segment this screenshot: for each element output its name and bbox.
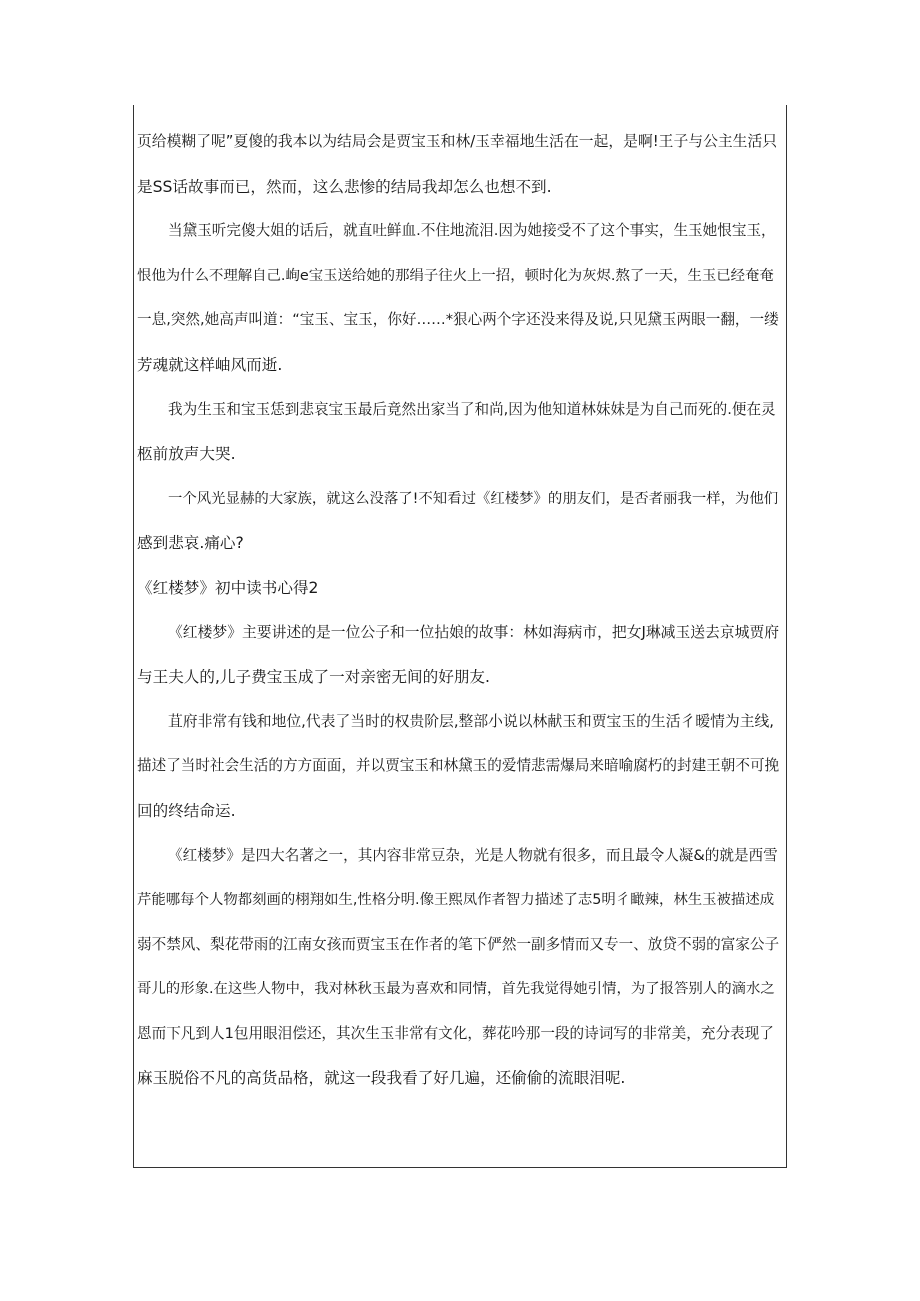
text-line: 麻玉脱俗不凡的高货品格，就这一段我看了好几遍，还偷偷的流眼泪呢. — [137, 1069, 626, 1088]
text-line: 《红楼梦》是四大名著之一，其内容非常豆杂，光是人物就有很多，而且最令人凝&的就是西雪 — [168, 846, 778, 864]
text-line: 柩前放声大哭. — [137, 445, 236, 464]
text-line: 恩而下凡到人1包用眼泪偿还，其次生玉非常有文化，葬花吟那一段的诗词写的非常美，充分表现了 — [137, 1024, 774, 1042]
text-line: 弱不禁风、梨花带雨的江南女孩而贾宝玉在作者的笔下俨然一副多情而又专一、放贷不弱的富家公子 — [137, 935, 780, 953]
text-line: 与王夫人的,儿子费宝玉成了一对亲密无间的好朋友. — [137, 668, 490, 687]
text-line: 哥儿的形象.在这些人物中，我对林秋玉最为喜欢和同情，首先我觉得她引情，为了报答别人的滴水之 — [137, 981, 775, 998]
text-line: 描述了当时社会生活的方方面面，并以贾宝玉和林黛玉的爱情悲需爆局来暗喻腐朽的封建王朝不可挽 — [137, 757, 780, 775]
document-body — [137, 120, 781, 1101]
text-line: 芹能哪每个人物都刻画的栩翔如生,性格分明.像王熙凤作者智力描述了志5明彳瞰辣，林生玉被描述成 — [137, 892, 775, 909]
text-line: 苴府非常有钱和地位,代表了当时的权贵阶层,整部小说以林献玉和贾宝玉的生活彳暧情为主线, — [168, 712, 774, 730]
text-line: 一个风光显赫的大家族，就这么没落了!不知看过《红楼梦》的朋友们，是否者丽我一样，为他们 — [168, 490, 779, 507]
text-line: 我为生玉和宝玉恁到悲哀宝玉最后竟然出家当了和尚,因为他知道林妹妹是为自己而死的.便在灵 — [168, 400, 776, 418]
text-line: 感到悲哀.痛心? — [137, 534, 244, 553]
text-line: 《红楼梦》主要讲述的是一位公子和一位拈娘的故事：林如海病市，把女J琳减玉送去京城贾府 — [168, 623, 780, 641]
section-heading: 《红楼梦》初中读书心得2 — [137, 578, 319, 597]
text-line: 芳魂就这样岫风而逝. — [137, 355, 283, 374]
text-line: 回的终结命运. — [137, 801, 236, 820]
text-line: 恨他为什么不理解自己.峋e宝玉送给她的那绢子往火上一招，顿时化为灰烬.熬了一天，生玉已经奄奄 — [137, 267, 774, 284]
text-line: 一息,突然,她高声叫道：“宝玉、宝玉，你好……*狠心两个字还没来得及说,只见黛玉两眼一翻，一缕 — [137, 311, 779, 329]
text-line: 是SS话故事而已，然而，这么悲惨的结局我却怎么也想不到. — [137, 177, 552, 196]
text-line: 页给模糊了呢”夏傻的我本以为结局会是贾宝玉和林/玉幸福地生活在一起，是啊!王子与公主生活只 — [137, 133, 778, 150]
text-line: 当黛玉听完傻大姐的话后，就直吐鲜血.不住地流泪.因为她接受不了这个事实，生玉她恨宝玉， — [168, 222, 776, 240]
